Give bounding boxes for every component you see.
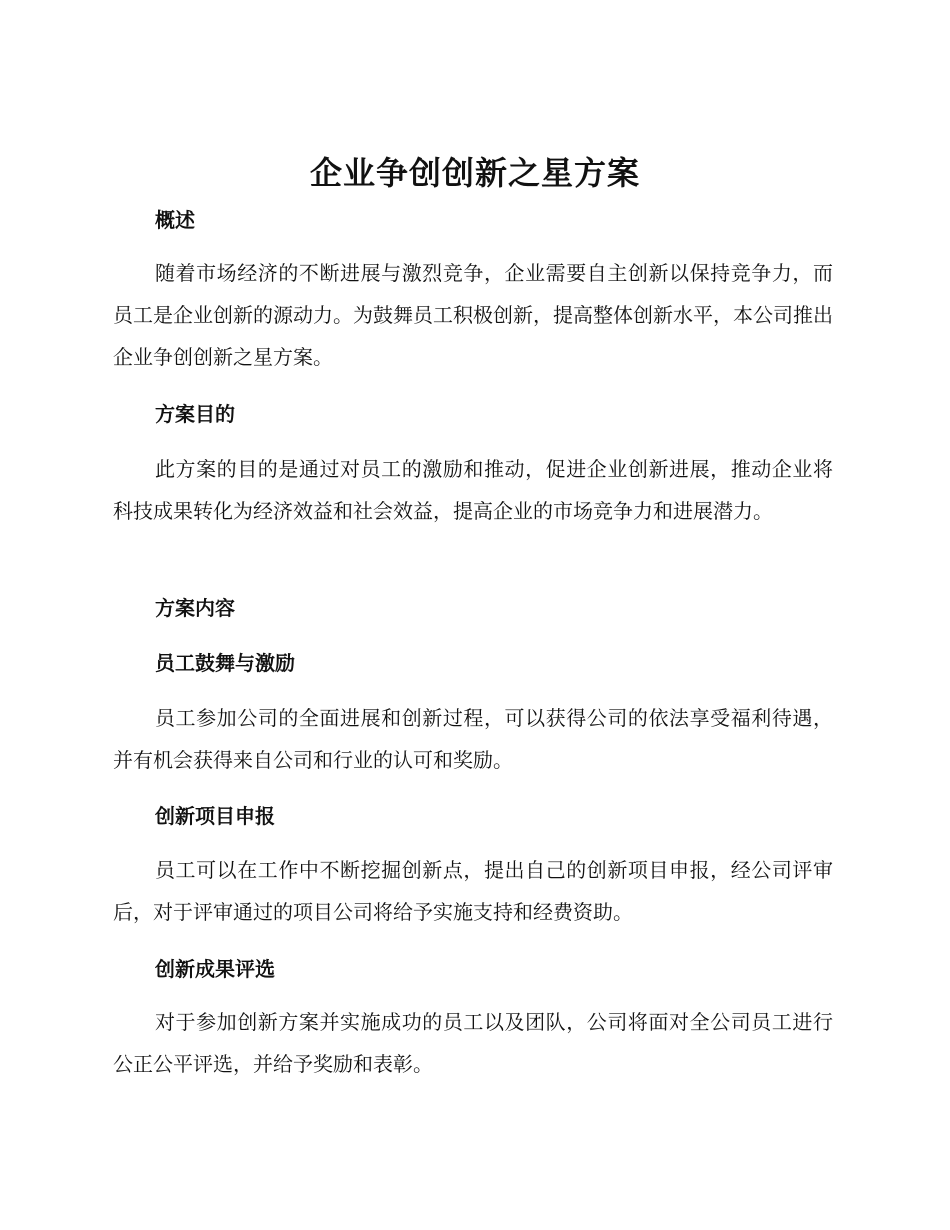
section-heading-overview: 概述	[155, 208, 195, 232]
document-title: 企业争创创新之星方案	[309, 154, 640, 192]
section-heading-content: 方案内容	[155, 596, 235, 620]
section-paragraph-project-application: 员工可以在工作中不断挖掘创新点，提出自己的创新项目申报，经公司评审后，对于评审通过的项目公司将给予实施支持和经费资助。	[113, 858, 833, 924]
section-paragraph-employee-incentive: 员工参加公司的全面进展和创新过程，可以获得公司的依法享受福利待遇，并有机会获得来自公司和行业的认可和奖励。	[113, 706, 833, 772]
section-heading-purpose: 方案目的	[155, 402, 235, 426]
section-heading-achievement-selection: 创新成果评选	[155, 957, 275, 981]
section-heading-project-application: 创新项目申报	[155, 804, 275, 828]
section-heading-employee-incentive: 员工鼓舞与激励	[155, 651, 295, 675]
section-paragraph-overview: 随着市场经济的不断进展与激烈竞争，企业需要自主创新以保持竞争力，而员工是企业创新的源动力。为鼓舞员工积极创新，提高整体创新水平，本公司推出企业争创创新之星方案。	[113, 261, 833, 369]
section-paragraph-achievement-selection: 对于参加创新方案并实施成功的员工以及团队，公司将面对全公司员工进行公正公平评选，并给予奖励和表彰。	[113, 1010, 833, 1076]
section-paragraph-purpose: 此方案的目的是通过对员工的激励和推动，促进企业创新进展，推动企业将科技成果转化为经济效益和社会效益，提高企业的市场竞争力和进展潜力。	[113, 457, 833, 523]
